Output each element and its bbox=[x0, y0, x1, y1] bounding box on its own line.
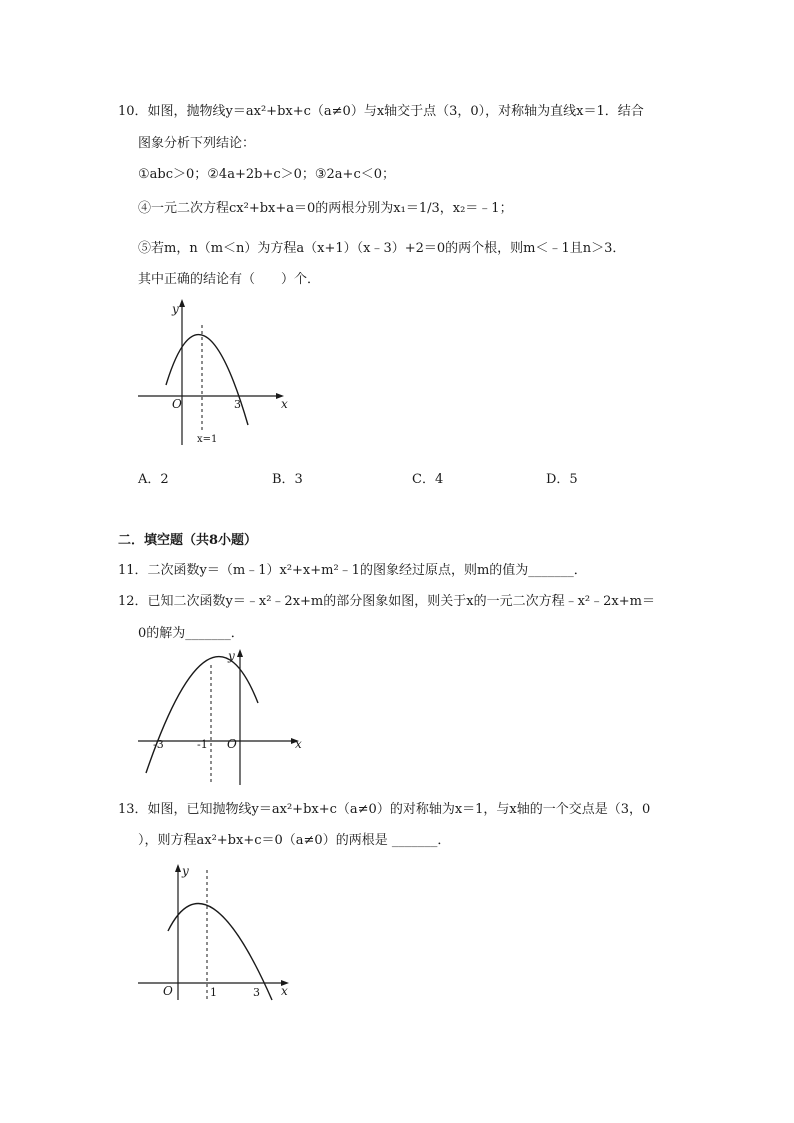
option-b[interactable]: B．3 bbox=[272, 472, 303, 487]
parabola bbox=[166, 335, 248, 425]
tick-neg3-label: -3 bbox=[153, 738, 164, 751]
y-label: y bbox=[172, 302, 179, 316]
q12-line1: 12．已知二次函数y＝﹣x²﹣2x+m的部分图象如图，则关于x的一元二次方程﹣x²﹣2x+m＝ bbox=[118, 594, 655, 609]
q10-line5: ⑤若m，n（m＜n）为方程a（x+1）（x﹣3）+2＝0的两个根，则m＜﹣1且n＞3． bbox=[138, 241, 626, 256]
x-label: x bbox=[295, 737, 302, 751]
y-label: y bbox=[228, 649, 235, 663]
q10-figure bbox=[130, 295, 300, 455]
y-axis-arrow bbox=[237, 649, 243, 657]
q13-line2: ），则方程ax²+bx+c＝0（a≠0）的两根是 _______． bbox=[138, 833, 451, 848]
parabola bbox=[146, 657, 258, 773]
x-label: x bbox=[281, 984, 288, 998]
q10-line2: 图象分析下列结论： bbox=[138, 136, 256, 151]
q10-line6: 其中正确的结论有（ ）个． bbox=[138, 272, 321, 287]
option-a[interactable]: A．2 bbox=[138, 472, 169, 487]
tick-3-label: 3 bbox=[234, 398, 241, 411]
q13-line1: 13．如图，已知抛物线y＝ax²+bx+c（a≠0）的对称轴为x＝1，与x轴的一个交点是（3，0 bbox=[118, 802, 651, 817]
section-title: 二．填空题（共8小题） bbox=[118, 533, 258, 548]
y-label: y bbox=[182, 864, 189, 878]
q10-line4: ④一元二次方程cx²+bx+a＝0的两根分别为x₁＝1/3，x₂＝﹣1； bbox=[138, 201, 513, 216]
origin-label: O bbox=[163, 984, 173, 998]
y-axis-arrow bbox=[175, 864, 181, 872]
q12-figure bbox=[130, 645, 310, 790]
tick-1-label: 1 bbox=[210, 986, 217, 999]
q10-line3: ①abc＞0；②4a+2b+c＞0；③2a+c＜0； bbox=[138, 167, 396, 182]
q12-line2: 0的解为_______． bbox=[138, 626, 244, 641]
x-label: x bbox=[281, 397, 288, 411]
y-axis-arrow bbox=[179, 299, 185, 307]
origin-label: O bbox=[227, 737, 237, 751]
q13-figure bbox=[130, 858, 300, 1008]
origin-label: O bbox=[172, 397, 182, 411]
option-c[interactable]: C．4 bbox=[412, 472, 444, 487]
tick-neg1-label: -1 bbox=[197, 738, 208, 751]
q11-line: 11．二次函数y＝（m﹣1）x²+x+m²﹣1的图象经过原点，则m的值为_______． bbox=[118, 563, 587, 578]
option-d[interactable]: D．5 bbox=[546, 472, 578, 487]
q10-line1: 10．如图，抛物线y＝ax²+bx+c（a≠0）与x轴交于点（3，0），对称轴为直线x＝1．结合 bbox=[118, 104, 644, 119]
tick-3-label: 3 bbox=[253, 986, 260, 999]
symmetry-label: x=1 bbox=[197, 434, 218, 445]
